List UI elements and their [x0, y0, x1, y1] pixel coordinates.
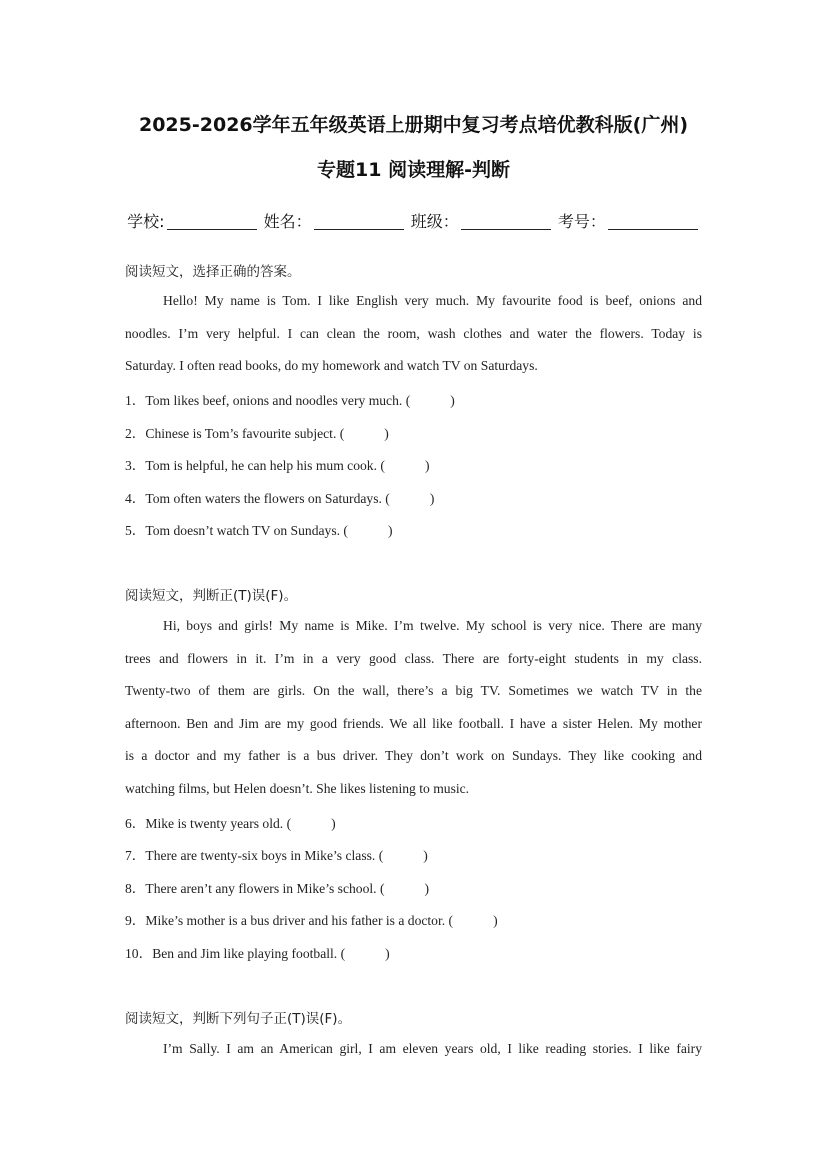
document-title: 2025-2026学年五年级英语上册期中复习考点培优教科版(广州): [138, 114, 689, 136]
passage-line: Hello! My name is Tom. I like English very much. My favourite food is beef, onions and: [163, 293, 702, 308]
passage-line: watching films, but Helen doesn’t. She likes listening to music.: [125, 780, 470, 796]
section-3-instruction: 阅读短文，判断下列句子正(T)误(F)。: [125, 1011, 352, 1027]
passage-line: Twenty-two of them are girls. On the wall, there’s a big TV. Sometimes we watch TV in the: [125, 683, 702, 698]
passage-line: Saturday. I often read books, do my homework and watch TV on Saturdays.: [125, 358, 538, 373]
question-5: 5．Tom doesn’t watch TV on Sundays. ( ): [125, 523, 393, 538]
school-label: 学校:: [127, 212, 165, 231]
passage-line: noodles. I’m very helpful. I can clean the room, wash clothes and water the flowers. Today is: [125, 325, 702, 341]
class-blank[interactable]: [461, 213, 551, 230]
question-9: 9．Mike’s mother is a bus driver and his father is a doctor. ( ): [125, 913, 498, 928]
class-label: 班级：: [410, 212, 459, 231]
section-1-passage: [125, 285, 702, 383]
passage-line: Hi, boys and girls! My name is Mike. I’m twelve. My school is very nice. There are many: [163, 618, 702, 633]
school-blank[interactable]: [167, 213, 257, 230]
question-6: 6．Mike is twenty years old. ( ): [125, 816, 336, 831]
student-info-row: [0, 209, 827, 232]
passage-line: afternoon. Ben and Jim are my good friends. We all like football. I have a sister Helen. My mother: [125, 715, 702, 731]
document-subtitle: 专题11 阅读理解-判断: [317, 159, 510, 181]
question-1: 1．Tom likes beef, onions and noodles very much. ( ): [125, 393, 455, 408]
section-3-passage: [125, 1033, 702, 1066]
question-10: 10．Ben and Jim like playing football. ( ): [125, 946, 390, 961]
section-1-instruction: 阅读短文，选择正确的答案。: [125, 264, 301, 280]
question-8: 8．There aren’t any flowers in Mike’s school. ( ): [125, 881, 430, 896]
question-4: 4．Tom often waters the flowers on Saturdays. ( ): [125, 491, 435, 506]
name-label: 姓名：: [263, 212, 312, 231]
question-3: 3．Tom is helpful, he can help his mum cook. ( ): [125, 458, 430, 473]
section-2-passage: [125, 610, 702, 805]
passage-line: I’m Sally. I am an American girl, I am eleven years old, I like reading stories. I like fairy: [163, 1041, 702, 1056]
question-7: 7．There are twenty-six boys in Mike’s class. ( ): [125, 848, 428, 863]
question-2: 2．Chinese is Tom’s favourite subject. ( ): [125, 426, 389, 441]
passage-line: trees and flowers in it. I’m in a very good class. There are forty-eight students in my class.: [125, 650, 702, 666]
passage-line: is a doctor and my father is a bus driver. They don’t work on Sundays. They like cooking and: [125, 748, 702, 763]
section-2-instruction: 阅读短文，判断正(T)误(F)。: [125, 588, 298, 604]
name-blank[interactable]: [314, 213, 404, 230]
exam-number-label: 考号：: [557, 212, 606, 231]
exam-number-blank[interactable]: [608, 213, 698, 230]
